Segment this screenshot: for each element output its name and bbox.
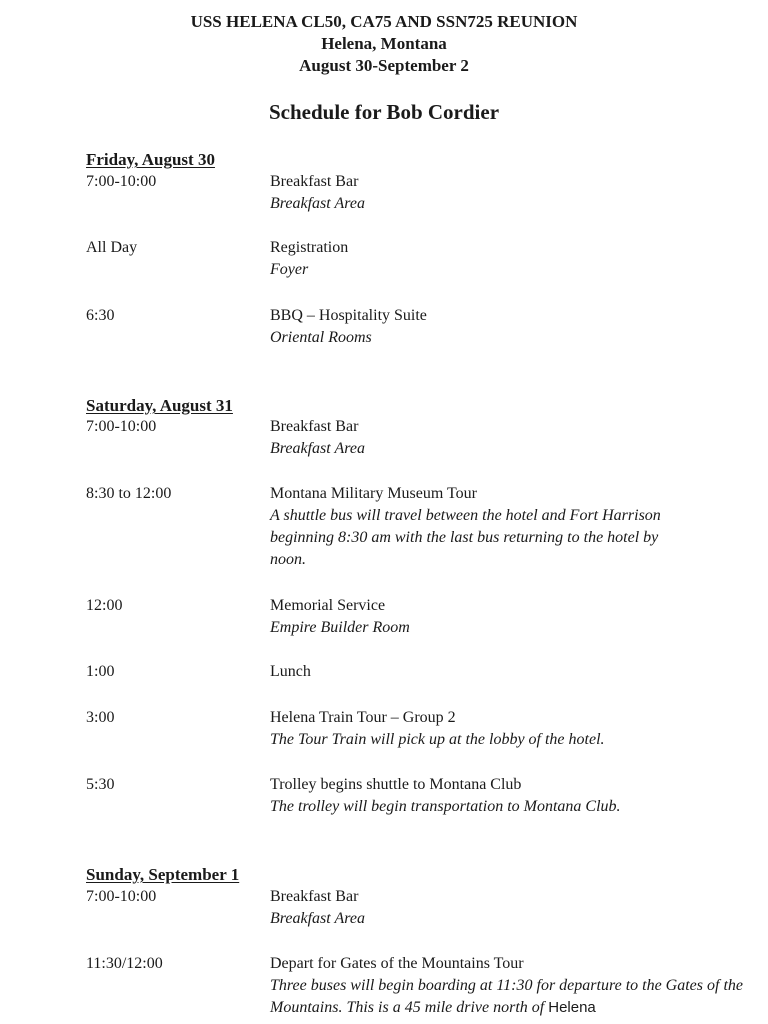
event-entry <box>270 483 690 571</box>
event-name: Breakfast Bar <box>270 173 359 190</box>
event-name: Trolley begins shuttle to Montana Club <box>270 776 522 793</box>
page-title: Schedule for Bob Cordier <box>268 100 500 124</box>
header-line-1: USS HELENA CL50, CA75 AND SSN725 REUNION <box>190 12 578 31</box>
event-name: Breakfast Bar <box>270 418 359 435</box>
event-entry <box>270 305 427 349</box>
event-description: The Tour Train will pick up at the lobby of the hotel. <box>270 731 605 748</box>
day-heading-friday: Friday, August 30 <box>86 150 215 169</box>
reunion-header <box>0 11 768 77</box>
event-entry <box>270 953 750 1019</box>
event-name: BBQ – Hospitality Suite <box>270 307 427 324</box>
event-description <box>270 975 750 1019</box>
event-time: All Day <box>86 239 138 256</box>
event-description-tail: Helena <box>548 999 596 1016</box>
event-entry <box>270 171 365 215</box>
event-entry <box>270 595 410 639</box>
event-location: Oriental Rooms <box>270 329 372 346</box>
day-heading-saturday: Saturday, August 31 <box>86 396 233 415</box>
event-location: Breakfast Area <box>270 195 365 212</box>
event-time: 7:00-10:00 <box>86 888 157 905</box>
event-name: Registration <box>270 239 349 256</box>
event-name: Lunch <box>270 663 311 680</box>
event-time: 3:00 <box>86 709 115 726</box>
event-entry <box>270 661 311 683</box>
event-time: 12:00 <box>86 597 123 614</box>
event-name: Helena Train Tour – Group 2 <box>270 709 456 726</box>
event-name: Depart for Gates of the Mountains Tour <box>270 955 524 972</box>
event-time: 5:30 <box>86 776 115 793</box>
event-entry <box>270 886 365 930</box>
event-time: 8:30 to 12:00 <box>86 485 172 502</box>
event-time: 6:30 <box>86 307 115 324</box>
event-description: The trolley will begin transportation to Montana Club. <box>270 798 621 815</box>
event-entry <box>270 237 348 281</box>
day-heading-sunday: Sunday, September 1 <box>86 865 240 884</box>
event-entry <box>270 707 605 751</box>
event-time: 1:00 <box>86 663 115 680</box>
event-description-text: Three buses will begin boarding at 11:30 for departure to the Gates of the Mountains. This is a 45 mile drive north of <box>270 977 743 1016</box>
event-time: 7:00-10:00 <box>86 418 157 435</box>
event-name: Memorial Service <box>270 597 386 614</box>
event-description: A shuttle bus will travel between the hotel and Fort Harrison beginning 8:30 am with the last bus returning to the hotel by noon. <box>270 507 661 568</box>
header-line-2: Helena, Montana <box>321 34 447 53</box>
event-entry <box>270 774 621 818</box>
event-time: 7:00-10:00 <box>86 173 157 190</box>
event-location: Breakfast Area <box>270 440 365 457</box>
event-entry <box>270 416 365 460</box>
event-time: 11:30/12:00 <box>86 955 163 972</box>
event-location: Breakfast Area <box>270 910 365 927</box>
event-location: Foyer <box>270 261 309 278</box>
event-location: Empire Builder Room <box>270 619 410 636</box>
event-name: Breakfast Bar <box>270 888 359 905</box>
header-line-3: August 30-September 2 <box>299 56 469 75</box>
event-name: Montana Military Museum Tour <box>270 485 478 502</box>
